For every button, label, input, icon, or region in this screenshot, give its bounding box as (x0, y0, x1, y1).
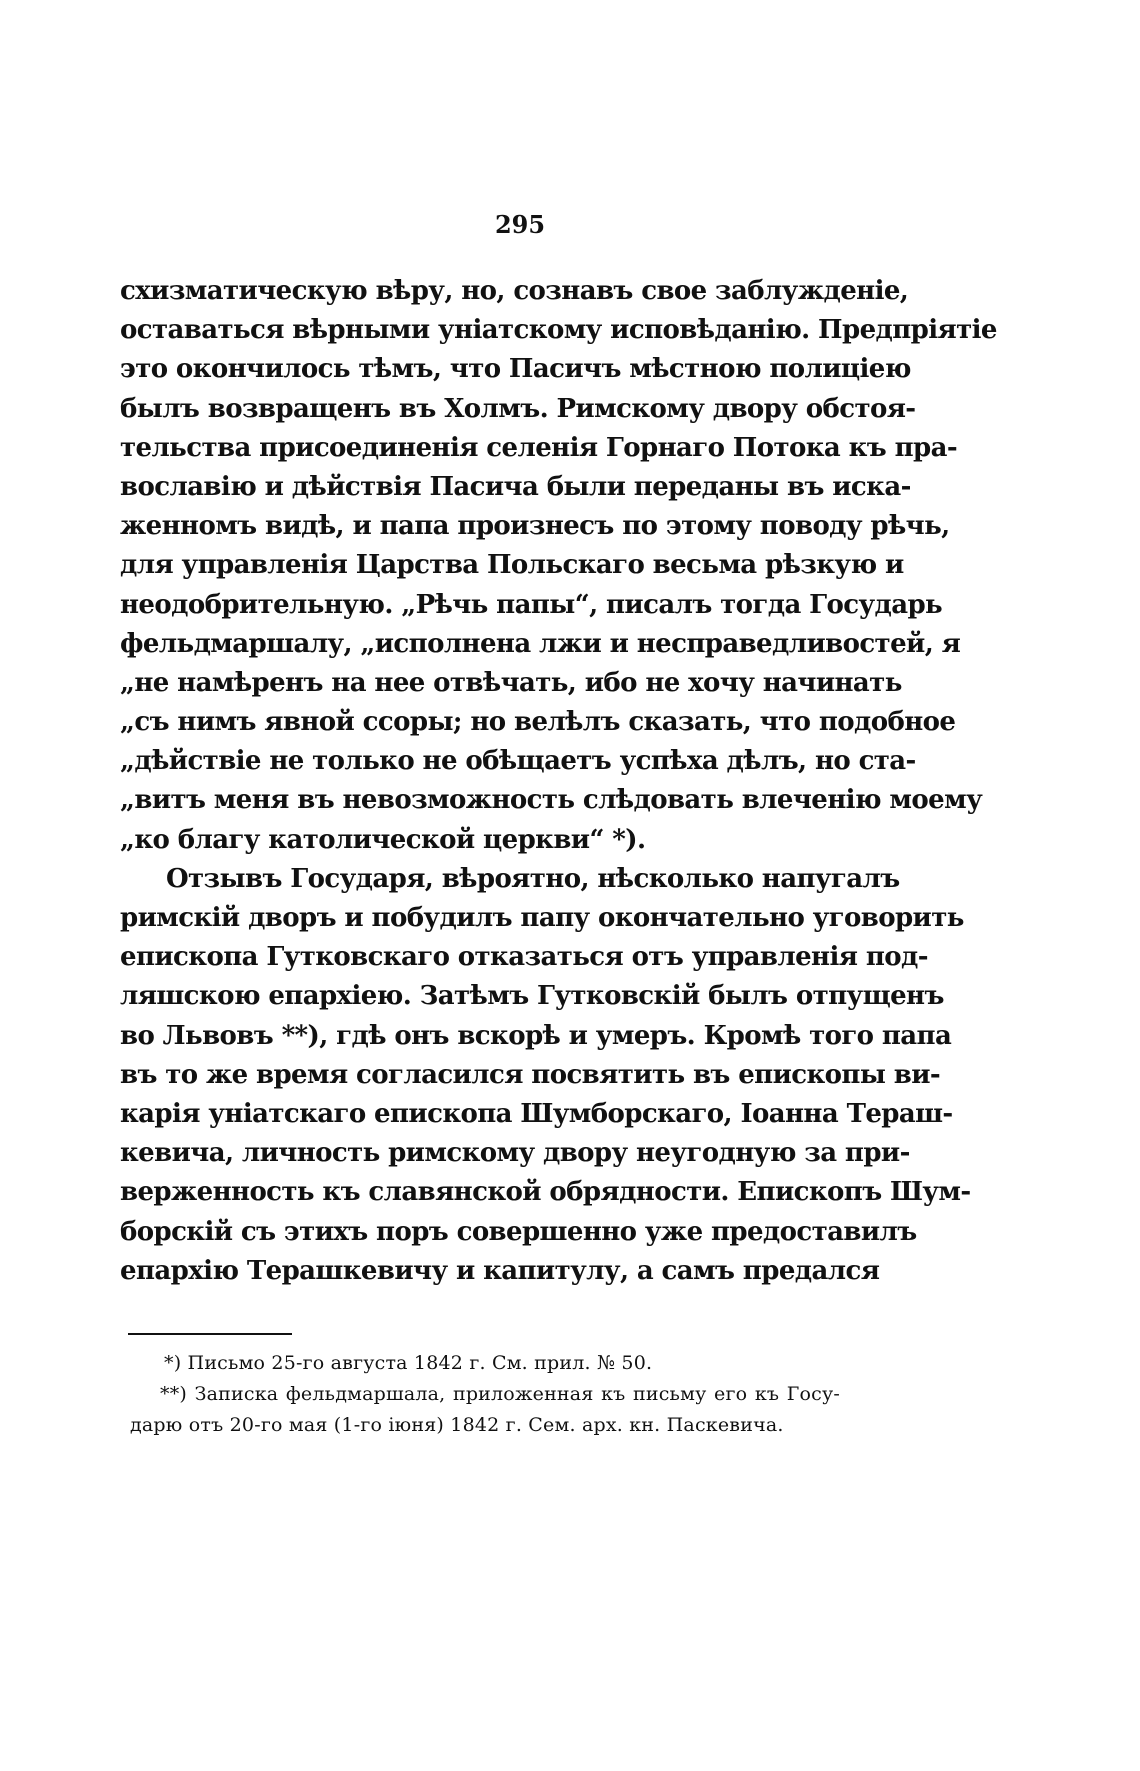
footnote-1: *) Письмо 25-го августа 1842 г. См. прил. № 50. (164, 1352, 653, 1374)
text-line: Отзывъ Государя, вѣроятно, нѣсколько напугалъ (166, 863, 900, 894)
footnote-2: **) Записка фельдмаршала, приложенная къ письму его къ Госу- (160, 1383, 840, 1405)
text-line: римскій дворъ и побудилъ папу окончательно уговорить (120, 903, 964, 933)
text-line: фельдмаршалу, „исполнена лжи и несправедливостей, я (120, 628, 961, 659)
text-line: былъ возвращенъ въ Холмъ. Римскому двору обстоя- (120, 393, 916, 424)
text-line: оставаться вѣрными уніатскому исповѣданію. Предпріятіе (120, 315, 997, 346)
footnote-divider (128, 1333, 292, 1335)
main-text (120, 272, 997, 1291)
text-line: „дѣйствіе не только не обѣщаетъ успѣха дѣлъ, но ста- (120, 746, 916, 777)
page-number: 295 (494, 210, 546, 239)
text-line: во Львовъ **), гдѣ онъ вскорѣ и умеръ. Кромѣ того папа (120, 1020, 952, 1051)
text-line: „ко благу католической церкви“ *). (120, 824, 646, 855)
text-line: верженность къ славянской обрядности. Епископъ Шум- (120, 1177, 971, 1208)
text-line: женномъ видѣ, и папа произнесъ по этому поводу рѣчь, (120, 511, 950, 542)
text-line: вославію и дѣйствія Пасича были переданы въ иска- (120, 471, 911, 502)
text-line: карія уніатскаго епископа Шумборскаго, Іоанна Терaш- (120, 1098, 953, 1129)
text-line: кевича, личность римскому двору неугодную за при- (120, 1138, 910, 1169)
text-line: для управленія Царства Польскаго весьма рѣзкую и (120, 550, 904, 581)
footnotes (130, 1348, 840, 1441)
footnote-2-continued: дарю отъ 20-го мая (1-го іюня) 1842 г. Сем. арх. кн. Паскевича. (130, 1414, 784, 1436)
text-line: неодобрительную. „Рѣчь папы“, писалъ тогда Государь (120, 589, 943, 620)
text-line: епархію Терашкевичу и капитулу, а самъ предался (120, 1255, 880, 1286)
text-line: „не намѣренъ на нее отвѣчать, ибо не хочу начинать (120, 667, 902, 698)
text-line: это окончилось тѣмъ, что Пасичъ мѣстною полиціею (120, 354, 911, 385)
text-line: „съ нимъ явной ссоры; но велѣлъ сказать, что подобное (120, 707, 956, 738)
text-line: борскій съ этихъ поръ совершенно уже предоставилъ (120, 1216, 917, 1247)
text-line: ляшскою епархіею. Затѣмъ Гутковскій былъ отпущенъ (120, 981, 944, 1012)
text-line: въ то же время согласился посвятить въ епископы ви- (120, 1059, 941, 1090)
text-line: епископа Гутковскаго отказаться отъ управленія под- (120, 942, 928, 973)
text-line: схизматическую вѣру, но, сознавъ свое заблужденіе, (120, 276, 909, 306)
text-line: „витъ меня въ невозможность слѣдовать влеченію моему (120, 785, 983, 816)
text-line: тельства присоединенія селенія Горнаго Потока къ пра- (120, 432, 958, 463)
